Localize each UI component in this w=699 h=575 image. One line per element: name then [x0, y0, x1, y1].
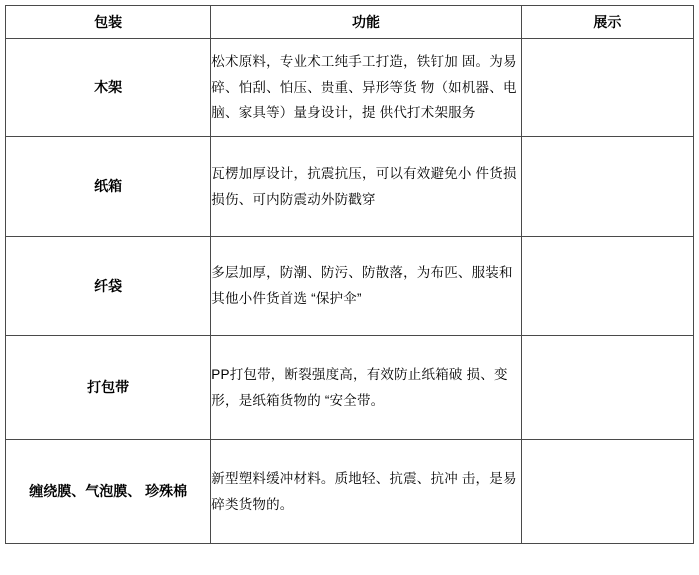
column-header-package: 包装	[6, 6, 211, 39]
package-name-strap: 打包带	[6, 336, 211, 440]
package-image-cell-wood	[521, 39, 693, 137]
table-row	[6, 137, 694, 237]
package-function-bag: 多层加厚，防潮、防污、防散落，为布匹、服装和其他小件货首选 “保护伞”	[211, 237, 521, 336]
table-row	[6, 39, 694, 137]
table-row	[6, 237, 694, 336]
package-image-cell-bag	[521, 237, 693, 336]
package-image-cell-film	[521, 440, 693, 544]
package-image-cell-strap	[521, 336, 693, 440]
package-function-film: 新型塑料缓冲材料。质地轻、抗震、抗冲 击，是易碎类货物的。	[211, 440, 521, 544]
package-image-cell-carton	[521, 137, 693, 237]
package-function-wood: 松术原料，专业术工纯手工打造，铁钉加 固。为易碎、怕刮、怕压、贵重、异形等货 物（如机器、电脑、家具等）量身设计，提 供代打术架服务	[211, 39, 521, 137]
package-function-carton: 瓦楞加厚设计，抗震抗压，可以有效避免小 件货损损伤、可内防震动外防戳穿	[211, 137, 521, 237]
column-header-function: 功能	[211, 6, 521, 39]
table-row	[6, 440, 694, 544]
table-header-row	[6, 6, 694, 39]
table-row	[6, 336, 694, 440]
package-name-bag: 纤袋	[6, 237, 211, 336]
packaging-table-document	[0, 5, 699, 575]
package-function-strap: PP打包带，断裂强度高，有效防止纸箱破 损、变形，是纸箱货物的 “安全带。	[211, 336, 521, 440]
package-name-film: 缠绕膜、气泡膜、 珍殊棉	[6, 440, 211, 544]
table-header	[6, 6, 694, 39]
table-body	[6, 39, 694, 544]
package-name-wood: 木架	[6, 39, 211, 137]
column-header-display: 展示	[521, 6, 693, 39]
packaging-table	[5, 5, 694, 544]
package-name-carton: 纸箱	[6, 137, 211, 237]
